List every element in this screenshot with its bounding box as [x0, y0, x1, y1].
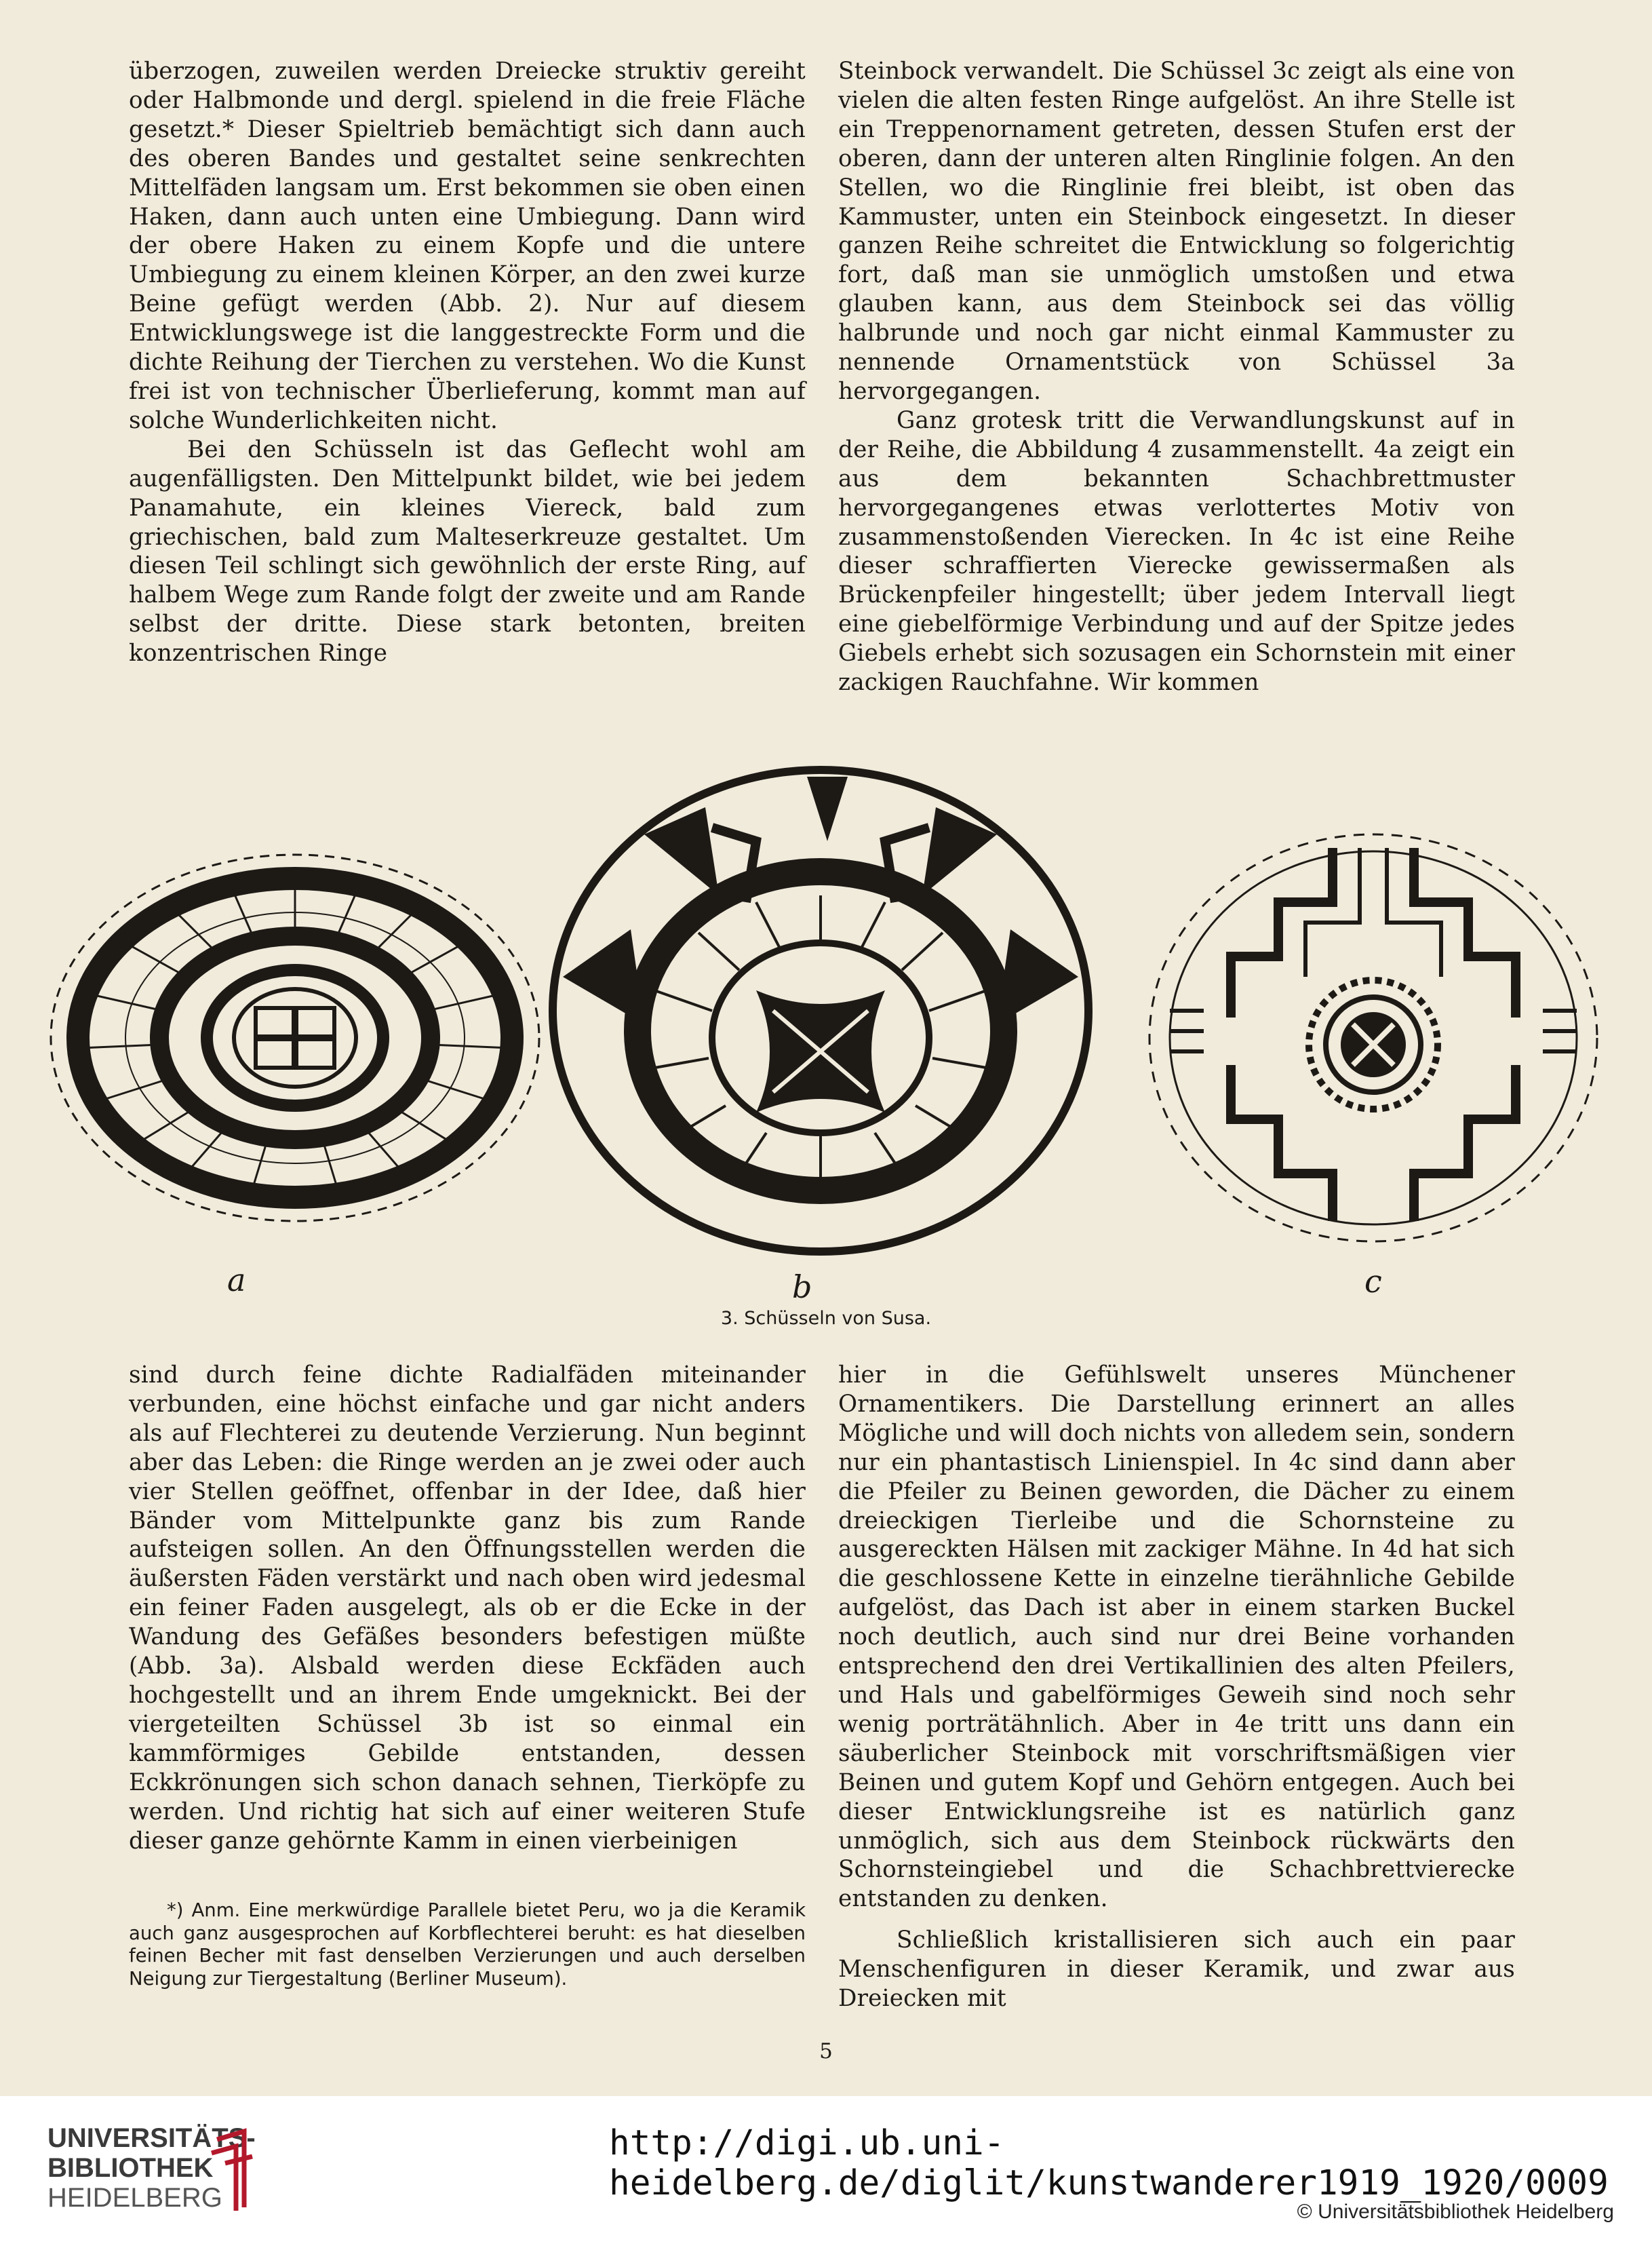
bowl-illustrations [0, 739, 1652, 1296]
library-footer [0, 2096, 1652, 2246]
page-number: 5 [819, 2039, 833, 2064]
paragraph: Steinbock verwandelt. Die Schüssel 3c zeigt als eine von vielen die alten festen Ringe aufgelöst. An ihre Stelle ist ein Treppenornament getreten, dessen Stufen erst der oberen, dann der unteren alten Ringlinie folgen. An den Stellen, wo die Ringlinie frei bleibt, ist oben das Kammuster, unten ein Steinbock eingesetzt. In dieser ganzen Reihe schreitet die Entwicklung so folgerichtig fort, daß man sie unmöglich umstoßen und etwa glauben kann, aus dem Steinbock sei das völlig halbrunde und noch gar nicht einmal Kammuster zu nennende Ornamentstück von Schüssel 3a hervorgegangen. [838, 58, 1515, 405]
paragraph: überzogen, zuweilen werden Dreiecke struktiv gereiht oder Halbmonde und dergl. spielend in die freie Fläche gesetzt.* Dieser Spieltrieb bemächtigt sich dann auch des oberen Bandes und gestaltet seine senkrechten Mittelfäden langsam um. Erst bekommen sie oben einen Haken, dann auch unten eine Umbiegung. Dann wird der obere Haken zu einem Kopfe und die untere Umbiegung zu einem kleinen Körper, an den zwei kurze Beine gefügt werden (Abb. 2). Nur auf diesem Entwicklungswege ist die langgestreckte Form und die dichte Reihung der Tierchen zu verstehen. Wo die Kunst frei ist von technischer Überlieferung, kommt man auf solche Wunderlichkeiten nicht. [129, 58, 806, 434]
figure-caption: 3. Schüsseln von Susa. [720, 1308, 932, 1329]
text-column-bottom-right [838, 1361, 1515, 2013]
figure-label-a: a [227, 1262, 246, 1298]
text-column-top-left [129, 57, 806, 668]
footnote [129, 1899, 806, 1990]
paragraph: Bei den Schüsseln ist das Geflecht wohl am augenfälligsten. Den Mittelpunkt bildet, wie bei jedem Panamahute, ein kleines Viereck, bald zum griechischen, bald zum Malteserkreuze gestaltet. Um diesen Teil schlingt sich gewöhnlich der erste Ring, auf halbem Wege zum Rande folgt der zweite und am Rande selbst der dritte. Diese stark betonten, breiten konzentrischen Ringe [129, 435, 806, 667]
copyright-notice: © Universitätsbibliothek Heidelberg [1297, 2201, 1614, 2223]
source-url-link[interactable]: http://digi.ub.uni-heidelberg.de/diglit/kunstwanderer1919_1920/0009 [609, 2123, 1609, 2203]
bowl-b [550, 767, 1091, 1254]
library-mark-icon [210, 2126, 258, 2214]
footnote-text: *) Anm. Eine merkwürdige Parallele bietet Peru, wo ja die Keramik auch ganz ausgesprochen auf Korbflechterei beruht: es hat dieselben feinen Becher mit fast denselben Verzierungen und auch derselben Neigung zur Tiergestaltung (Berliner Museum). [129, 1899, 806, 1990]
bowl-a [51, 855, 539, 1221]
text-column-bottom-left [129, 1361, 806, 1855]
text-column-top-right [838, 57, 1515, 697]
paragraph: Ganz grotesk tritt die Verwandlungskunst auf in der Reihe, die Abbildung 4 zusammenstellt. 4a zeigt ein aus dem bekannten Schachbrettmuster hervorgegangenes etwas verlottertes Motiv von zusammenstoßenden Vierecken. In 4c ist eine Reihe dieser schraffierten Vierecke gewissermaßen als Brückenpfeiler hingestellt; über jedem Intervall liegt eine giebelförmige Verbindung und auf der Spitze jedes Giebels erhebt sich sozusagen ein Schornstein mit einer zackigen Rauchfahne. Wir kommen [838, 406, 1515, 697]
figure-bowls-of-susa [0, 739, 1652, 1305]
figure-label-b: b [792, 1269, 812, 1305]
paragraph: hier in die Gefühlswelt unseres Münchener Ornamentikers. Die Darstellung erinnert an alles Mögliche und will doch nichts von alledem sein, sondern nur ein phantastisch Linienspiel. In 4c sind dann aber die Pfeiler zu Beinen geworden, die Dächer zu einem dreieckigen Tierleibe und die Schornsteine zu ausgereckten Hälsen mit zackiger Mähne. In 4d hat sich die geschlossene Kette in einzelne tierähnliche Gebilde aufgelöst, das Dach ist aber in einem starken Buckel noch deutlich, auch sind nur drei Beine vorhanden entsprechend den drei Vertikallinien des alten Pfeilers, und Hals und gabelförmiges Geweih sind noch sehr wenig porträtähnlich. Aber in 4e tritt uns dann ein säuberlicher Steinbock mit vorschriftsmäßigen vier Beinen und gutem Kopf und Gehörn entgegen. Auch bei dieser Entwicklungsreihe ist es natürlich ganz unmöglich, sich aus dem Steinbock rückwärts den Schornsteingiebel und die Schachbrettvierecke entstanden zu denken. [838, 1361, 1515, 1913]
library-name-line: BIBLIOTHEK [47, 2153, 214, 2183]
paragraph: Schließlich kristallisieren sich auch ein paar Menschenfiguren in dieser Keramik, und zwar aus Dreiecken mit [838, 1926, 1515, 2013]
library-name-line: HEIDELBERG [47, 2183, 222, 2213]
paragraph: sind durch feine dichte Radialfäden miteinander verbunden, eine höchst einfache und gar nicht anders als auf Flechterei zu deutende Verzierung. Nun beginnt aber das Leben: die Ringe werden an je zwei oder auch vier Stellen geöffnet, offenbar in der Idee, daß hier Bänder vom Mittelpunkte ganz bis zum Rande aufsteigen sollen. An den Öffnungsstellen werden die äußersten Fäden verstärkt und nach oben wird jedesmal ein feiner Faden ausgelegt, als ob er die Ecke in der Wandung des Gefäßes besonders befestigen müßte (Abb. 3a). Alsbald werden diese Eckfäden auch hochgestellt und an ihrem Ende umgeknickt. Bei der viergeteilten Schüssel 3b ist so einmal ein kammförmiges Gebilde entstanden, dessen Eckkrönungen sich schon danach sehnen, Tierköpfe zu werden. Und richtig hat sich auf einer weiteren Stufe dieser ganze gehörnte Kamm in einen vierbeinigen [129, 1361, 806, 1855]
library-name-line: UNIVERSITÄTS- [47, 2123, 256, 2153]
figure-label-c: c [1364, 1263, 1382, 1300]
bowl-c [1149, 834, 1597, 1241]
